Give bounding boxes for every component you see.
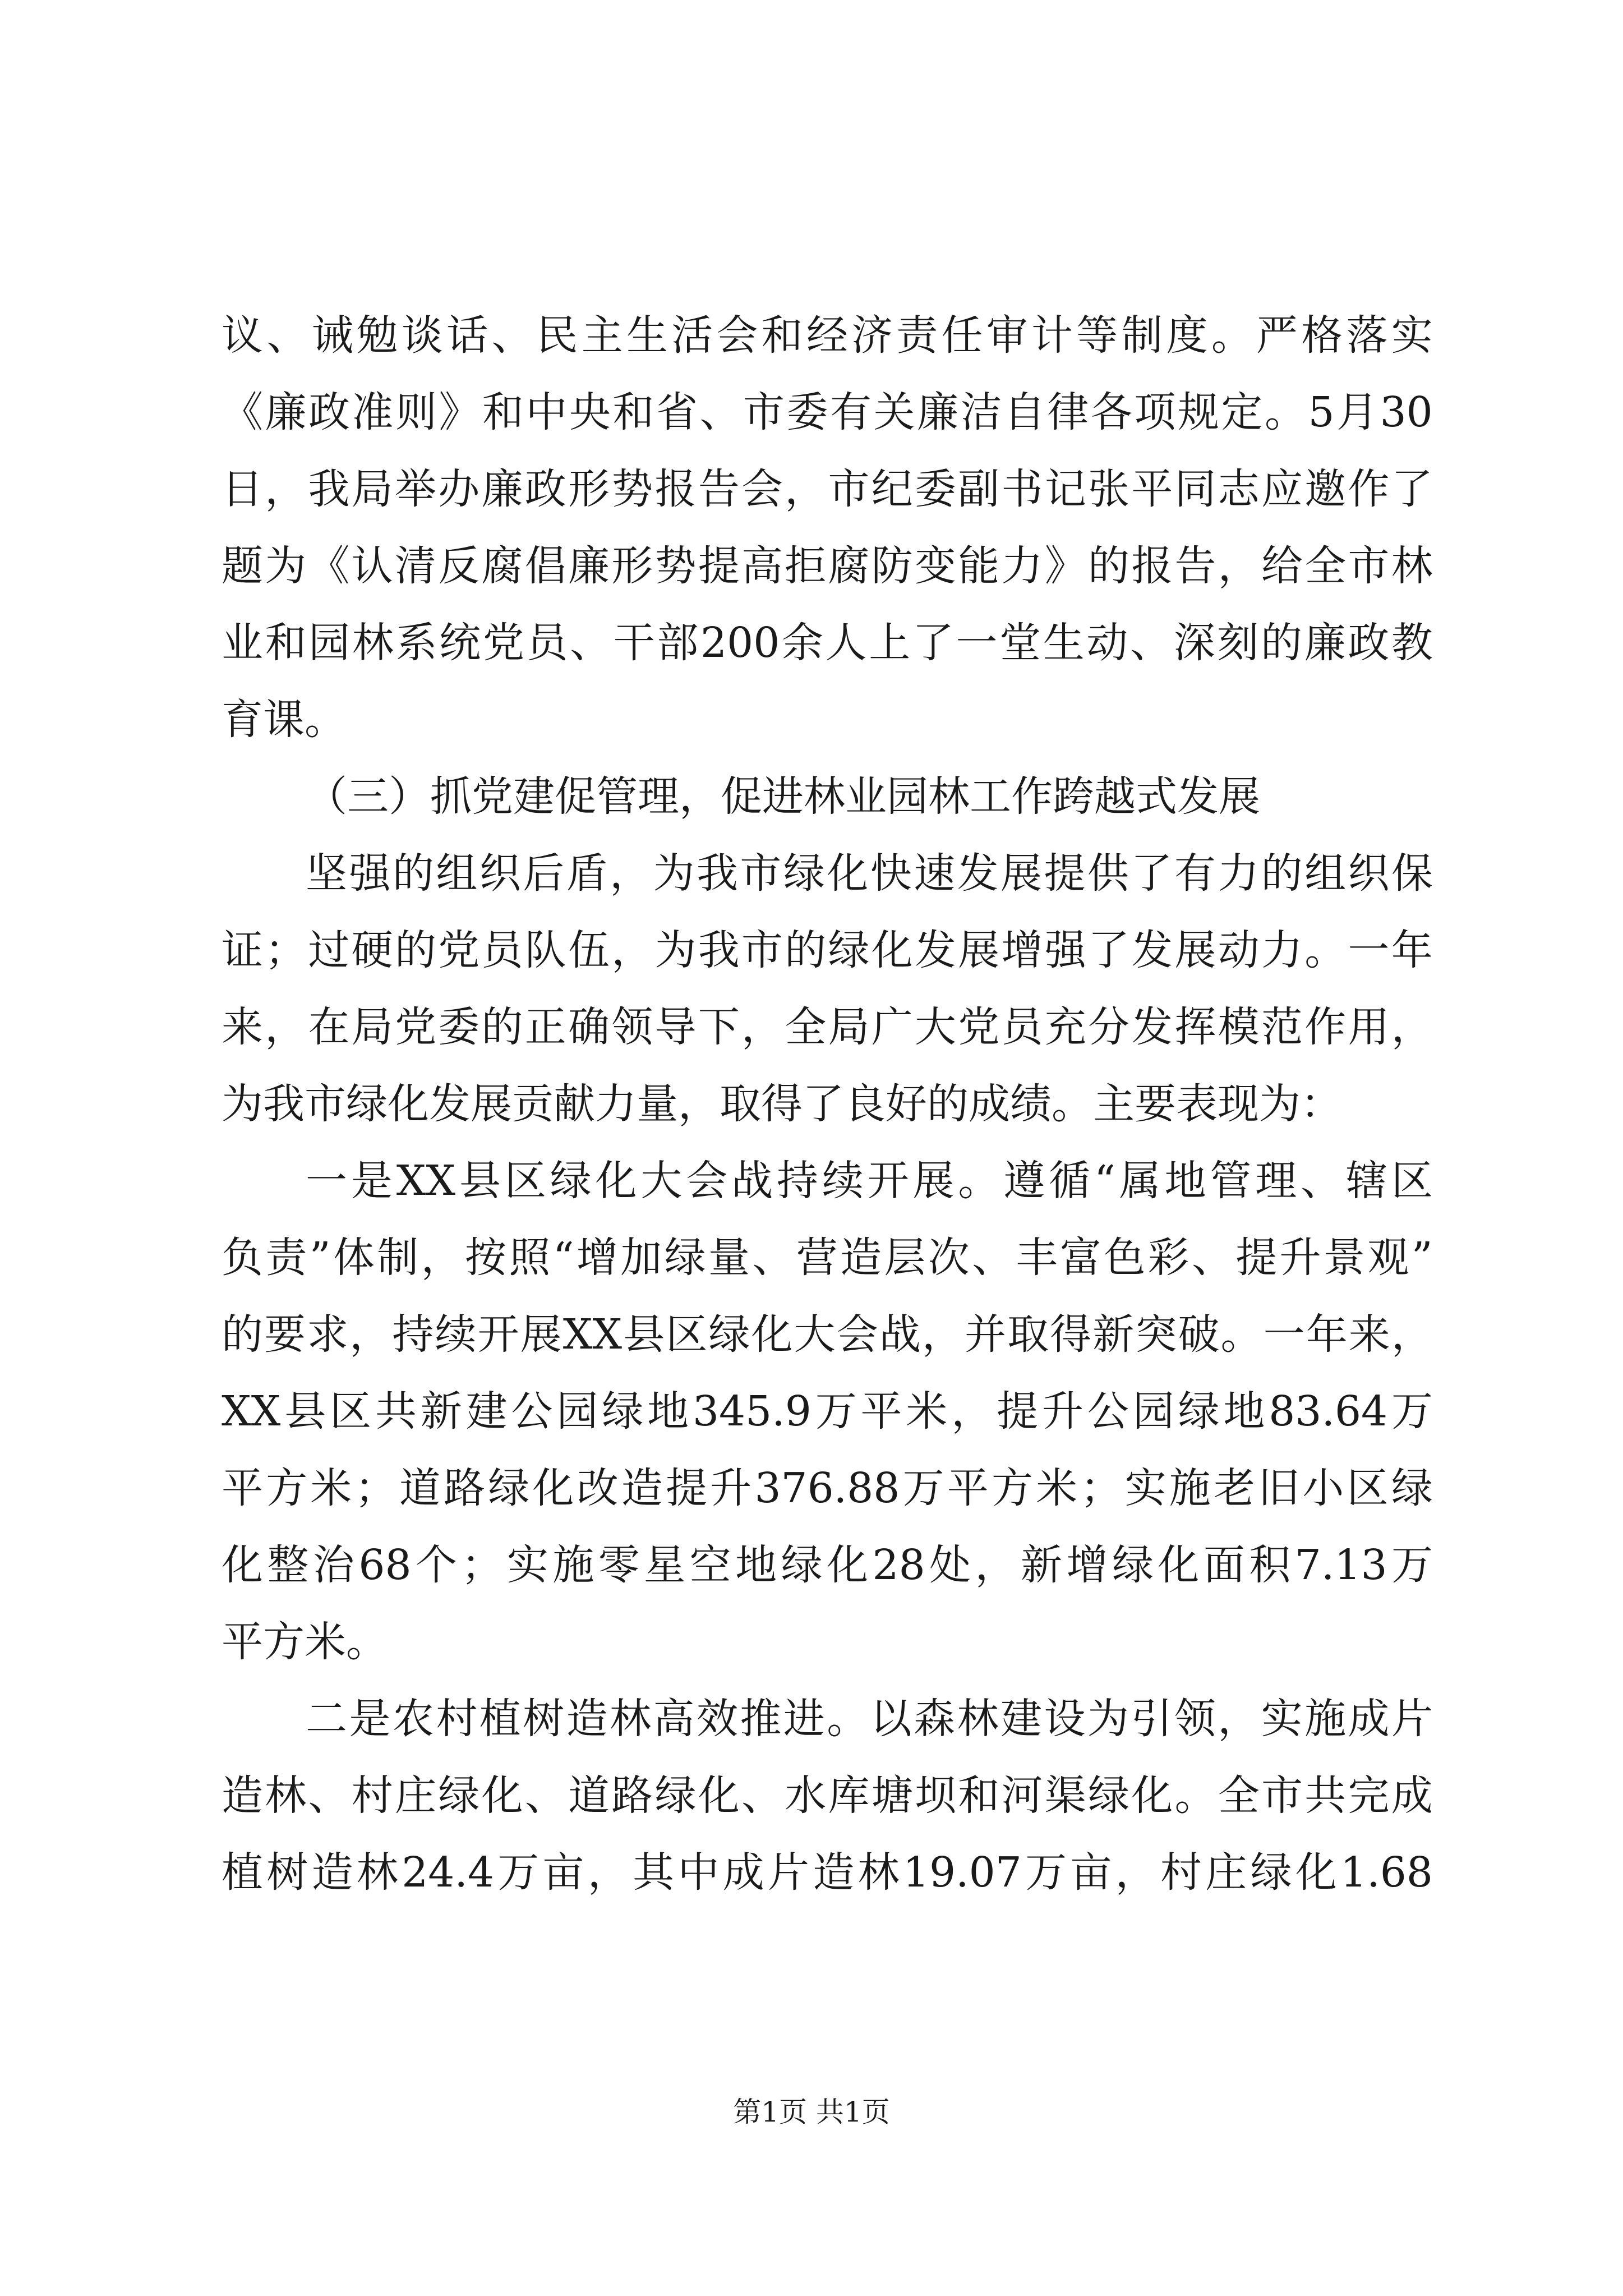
text-line: 日 ， 我 局 举 办 廉 政 形 势 报 告 会 ， 市 纪 委 副 书 记 张 平 同 志 应 邀 作 了 bbox=[222, 465, 1433, 513]
text-line: 坚 强 的 组 织 后 盾 ， 为 我 市 绿 化 快 速 发 展 提 供 了 有 力 的 组 织 保 bbox=[306, 849, 1433, 898]
text-line: 平方米。 bbox=[222, 1618, 388, 1666]
text-line: 化 整 治 68 个 ； 实 施 零 星 空 地 绿 化 28 处 ， 新 增 绿 化 面 积 7.13 万 bbox=[222, 1541, 1433, 1589]
text-line: XX 县 区 共 新 建 公 园 绿 地 345.9 万 平 米 ， 提 升 公 园 绿 地 83.64 万 bbox=[222, 1387, 1433, 1435]
text-line: 来 ， 在 局 党 委 的 正 确 领 导 下 ， 全 局 广 大 党 员 充 分 发 挥 模 范 作 用 ， bbox=[222, 1003, 1433, 1051]
text-line: 的 要 求 ， 持 续 开 展 XX 县 区 绿 化 大 会 战 ， 并 取 得 新 突 破 。 一 年 来 ， bbox=[222, 1310, 1433, 1359]
text-line: 为我市绿化发展贡献力量，取得了良好的成绩。主要表现为： bbox=[222, 1080, 1342, 1128]
text-line: 二 是 农 村 植 树 造 林 高 效 推 进 。 以 森 林 建 设 为 引 领 ， 实 施 成 片 bbox=[306, 1695, 1433, 1743]
text-line: 证 ； 过 硬 的 党 员 队 伍 ， 为 我 市 的 绿 化 发 展 增 强 了 发 展 动 力 。 一 年 bbox=[222, 926, 1433, 974]
text-line: （三）抓党建促管理，促进林业园林工作跨越式发展 bbox=[306, 772, 1260, 821]
text-line: 植 树 造 林 24.4 万 亩 ， 其 中 成 片 造 林 19.07 万 亩 ， 村 庄 绿 化 1.68 bbox=[222, 1848, 1433, 1897]
text-line: 一 是 XX 县 区 绿 化 大 会 战 持 续 开 展 。 遵 循 “ 属 地 管 理 、 辖 区 bbox=[306, 1157, 1433, 1205]
page-footer: 第1页 共1页 bbox=[733, 2096, 890, 2128]
text-line: 议 、 诫 勉 谈 话 、 民 主 生 活 会 和 经 济 责 任 审 计 等 制 度 。 严 格 落 实 bbox=[222, 311, 1433, 360]
text-line: 题 为 《 认 清 反 腐 倡 廉 形 势 提 高 拒 腐 防 变 能 力 》 的 报 告 ， 给 全 市 林 bbox=[222, 542, 1433, 590]
text-line: 业 和 园 林 系 统 党 员 、 干 部 200 余 人 上 了 一 堂 生 动 、 深 刻 的 廉 政 教 bbox=[222, 619, 1433, 667]
text-line: 负 责 ” 体 制 ， 按 照 “ 增 加 绿 量 、 营 造 层 次 、 丰 富 色 彩 、 提 升 景 观 ” bbox=[222, 1234, 1433, 1282]
text-line: 育课。 bbox=[222, 696, 346, 744]
text-line: 《 廉 政 准 则 》 和 中 央 和 省 、 市 委 有 关 廉 洁 自 律 各 项 规 定 。 5 月 30 bbox=[222, 388, 1433, 436]
text-line: 平 方 米 ； 道 路 绿 化 改 造 提 升 376.88 万 平 方 米 ； 实 施 老 旧 小 区 绿 bbox=[222, 1464, 1433, 1512]
body-text bbox=[222, 297, 1433, 1911]
text-line: 造 林 、 村 庄 绿 化 、 道 路 绿 化 、 水 库 塘 坝 和 河 渠 绿 化 。 全 市 共 完 成 bbox=[222, 1772, 1433, 1820]
